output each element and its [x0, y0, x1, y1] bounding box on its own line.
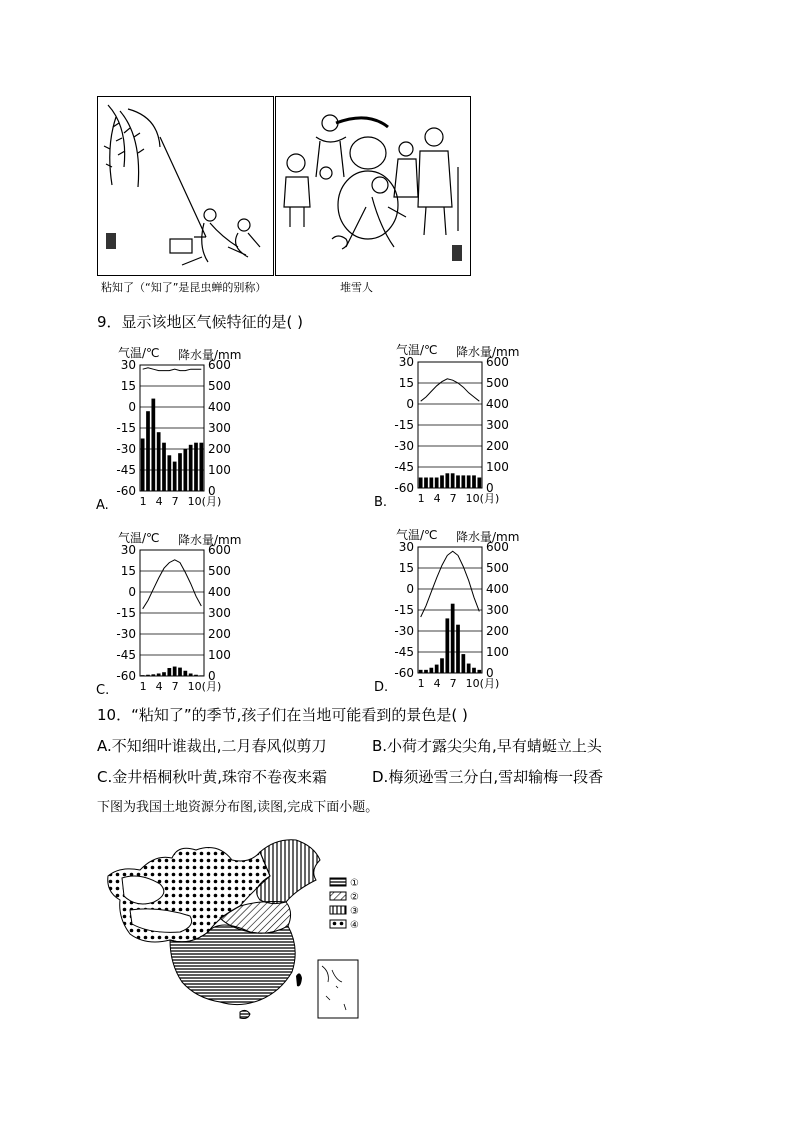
temp-tick-label: -15: [394, 418, 414, 432]
temp-tick-label: -15: [116, 606, 136, 620]
precip-bar: [456, 625, 460, 673]
precip-bar: [451, 604, 455, 673]
precip-bar: [199, 675, 203, 676]
precip-tick-label: 500: [208, 564, 231, 578]
precip-bar: [157, 673, 161, 676]
temp-tick-label: -45: [394, 460, 414, 474]
temp-tick-label: -30: [116, 442, 136, 456]
precip-bar: [162, 672, 166, 676]
precip-tick-label: 500: [208, 379, 231, 393]
month-tick-label: 7: [449, 677, 457, 690]
precip-bar: [157, 432, 161, 491]
temp-tick-label: -60: [394, 481, 414, 495]
precip-bar: [435, 665, 439, 673]
temp-tick-label: -60: [116, 484, 136, 498]
month-tick-label: 10(月): [465, 677, 500, 690]
precip-bar: [461, 475, 465, 488]
illustration-caption-2: 堆雪人: [340, 281, 373, 294]
temp-tick-label: -60: [116, 669, 136, 683]
precip-bar: [451, 473, 455, 488]
precip-bar: [141, 439, 145, 492]
map-legend: [330, 878, 359, 931]
precip-tick-label: 400: [486, 397, 509, 411]
precip-bar: [435, 478, 439, 489]
temp-tick-label: 15: [120, 379, 136, 393]
precip-tick-label: 200: [208, 442, 231, 456]
precip-bar: [424, 478, 428, 489]
temp-tick-label: -45: [394, 645, 414, 659]
temp-tick-label: 0: [406, 397, 414, 411]
snowman-drawing: [276, 97, 470, 275]
temp-tick-label: 15: [120, 564, 136, 578]
precip-bar: [440, 658, 444, 673]
temp-axis-label: 气温/℃: [118, 346, 160, 360]
precip-bar: [424, 670, 428, 673]
climate-charts: [0, 330, 794, 700]
temp-tick-label: -30: [116, 627, 136, 641]
illustration-catching-cicadas: [97, 96, 274, 276]
option-letter: B.: [374, 495, 388, 510]
precip-bar: [194, 675, 198, 676]
month-tick-label: 1: [139, 495, 147, 508]
temperature-line: [143, 368, 202, 371]
temp-tick-label: 0: [128, 585, 136, 599]
precip-tick-label: 100: [208, 648, 231, 662]
precip-bar: [445, 473, 449, 488]
precip-bar: [429, 668, 433, 673]
month-tick-label: 4: [433, 677, 441, 690]
precip-bar: [472, 475, 476, 488]
precip-tick-label: 100: [486, 645, 509, 659]
temp-axis-label: 气温/℃: [396, 343, 438, 357]
temp-tick-label: -60: [394, 666, 414, 680]
precip-tick-label: 0: [486, 666, 494, 680]
temp-tick-label: -30: [394, 624, 414, 638]
month-tick-label: 4: [433, 492, 441, 505]
option-letter: A.: [96, 498, 109, 513]
precip-bar: [141, 675, 145, 676]
precip-bar: [419, 478, 423, 489]
land-resource-map: [100, 836, 380, 1026]
temp-tick-label: 0: [406, 582, 414, 596]
option-c: C.金井梧桐秋叶黄,珠帘不卷夜来霜: [97, 768, 328, 786]
taiwan-island: [296, 973, 302, 986]
temperature-line: [421, 379, 480, 401]
precip-bar: [445, 618, 449, 673]
precip-bar: [467, 475, 471, 488]
precip-bar: [178, 668, 182, 676]
illustration-snowman: [275, 96, 471, 276]
temp-axis-label: 气温/℃: [118, 531, 160, 545]
month-tick-label: 10(月): [187, 495, 222, 508]
temp-tick-label: -30: [394, 439, 414, 453]
precip-bar: [194, 443, 198, 491]
month-tick-label: 10(月): [465, 492, 500, 505]
precip-tick-label: 300: [486, 418, 509, 432]
month-tick-label: 1: [417, 677, 425, 690]
precip-bar: [477, 670, 481, 673]
precip-bar: [183, 449, 187, 491]
month-tick-label: 4: [155, 495, 163, 508]
temp-tick-label: 30: [398, 540, 414, 554]
precip-axis-label: 降水量/mm: [456, 345, 520, 359]
option-letter: C.: [96, 683, 110, 698]
precip-axis-label: 降水量/mm: [178, 348, 242, 362]
temp-tick-label: 15: [398, 561, 414, 575]
temp-tick-label: -45: [116, 463, 136, 477]
precip-bar: [151, 399, 155, 491]
precip-tick-label: 500: [486, 561, 509, 575]
precip-bar: [189, 673, 193, 676]
option-letter: D.: [374, 680, 389, 695]
precip-bar: [173, 462, 177, 491]
illustration-caption-1: 粘知了（“知了”是昆虫蝉的别称）: [101, 281, 267, 294]
map-intro-text: 下图为我国土地资源分布图,读图,完成下面小题。: [97, 800, 379, 815]
precip-tick-label: 200: [486, 439, 509, 453]
month-tick-label: 7: [171, 495, 179, 508]
precip-tick-label: 400: [208, 400, 231, 414]
month-tick-label: 1: [417, 492, 425, 505]
precip-tick-label: 600: [486, 540, 509, 554]
precip-bar: [146, 675, 150, 676]
option-a: A.不知细叶谁裁出,二月春风似剪刀: [97, 737, 327, 755]
temp-tick-label: 0: [128, 400, 136, 414]
precip-tick-label: 400: [208, 585, 231, 599]
seal-stamp: [106, 233, 116, 249]
precip-bar: [440, 475, 444, 488]
precip-bar: [429, 478, 433, 489]
temp-tick-label: 15: [398, 376, 414, 390]
precip-bar: [456, 475, 460, 488]
month-tick-label: 10(月): [187, 680, 222, 693]
legend-label-1: ①: [350, 878, 359, 889]
month-tick-label: 1: [139, 680, 147, 693]
temp-tick-label: 30: [120, 358, 136, 372]
precip-tick-label: 600: [486, 355, 509, 369]
month-tick-label: 4: [155, 680, 163, 693]
precip-tick-label: 600: [208, 358, 231, 372]
precip-tick-label: 500: [486, 376, 509, 390]
precip-axis-label: 降水量/mm: [178, 533, 242, 547]
precip-tick-label: 600: [208, 543, 231, 557]
precip-bar: [183, 671, 187, 676]
precip-bar: [419, 670, 423, 673]
month-tick-label: 7: [171, 680, 179, 693]
temp-tick-label: -15: [116, 421, 136, 435]
precip-bar: [173, 667, 177, 676]
cicada-catching-drawing: [98, 97, 273, 275]
option-d: D.梅须逊雪三分白,雪却输梅一段香: [372, 768, 604, 786]
precip-tick-label: 100: [486, 460, 509, 474]
seal-stamp: [452, 245, 462, 261]
precip-tick-label: 400: [486, 582, 509, 596]
precip-tick-label: 0: [208, 484, 216, 498]
precip-bar: [167, 668, 171, 676]
temp-tick-label: 30: [398, 355, 414, 369]
precip-bar: [178, 453, 182, 491]
precip-bar: [167, 455, 171, 491]
temp-axis-label: 气温/℃: [396, 528, 438, 542]
question-10: 10．“粘知了”的季节,孩子们在当地可能看到的景色是( ): [97, 706, 468, 724]
precip-tick-label: 300: [208, 606, 231, 620]
legend-label-2: ②: [350, 892, 359, 903]
precip-tick-label: 300: [208, 421, 231, 435]
temperature-line: [421, 551, 480, 617]
precip-tick-label: 0: [208, 669, 216, 683]
precip-tick-label: 200: [208, 627, 231, 641]
precip-bar: [477, 478, 481, 489]
precip-bar: [472, 668, 476, 673]
precip-tick-label: 200: [486, 624, 509, 638]
precip-bar: [162, 443, 166, 491]
option-b: B.小荷才露尖尖角,早有蜻蜓立上头: [372, 737, 602, 755]
precip-bar: [151, 674, 155, 676]
temperature-line: [143, 560, 202, 609]
precip-bar: [146, 411, 150, 491]
south-china-sea-inset: [318, 960, 358, 1018]
precip-tick-label: 0: [486, 481, 494, 495]
legend-label-4: ④: [350, 920, 359, 931]
precip-tick-label: 100: [208, 463, 231, 477]
precip-tick-label: 300: [486, 603, 509, 617]
hainan-island: [240, 1010, 250, 1018]
temp-tick-label: -15: [394, 603, 414, 617]
precip-bar: [461, 654, 465, 673]
month-tick-label: 7: [449, 492, 457, 505]
temp-tick-label: 30: [120, 543, 136, 557]
temp-tick-label: -45: [116, 648, 136, 662]
precip-bar: [199, 443, 203, 491]
precip-bar: [467, 664, 471, 673]
precip-axis-label: 降水量/mm: [456, 530, 520, 544]
precip-bar: [189, 445, 193, 491]
legend-label-3: ③: [350, 906, 359, 917]
question-9: 9．显示该地区气候特征的是( ): [97, 313, 304, 331]
